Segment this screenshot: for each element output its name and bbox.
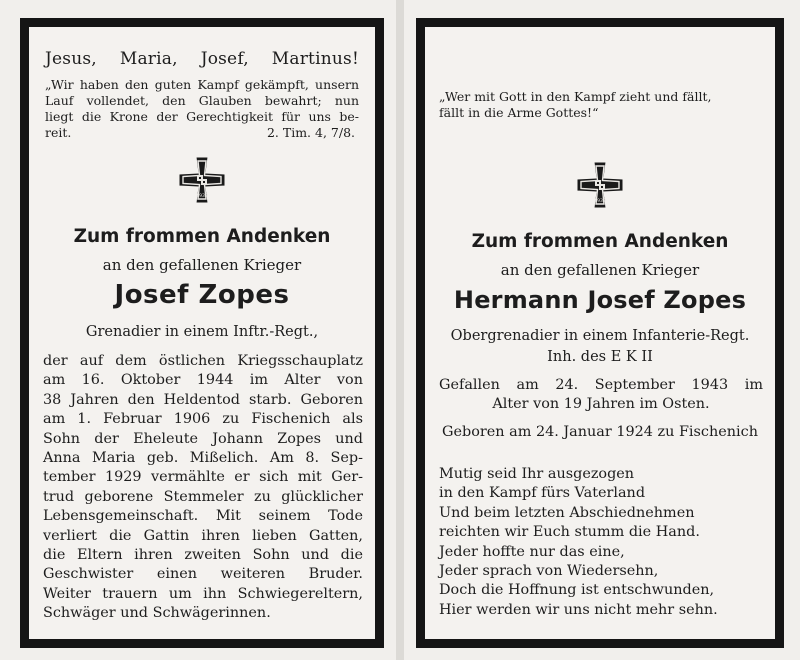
heading: Zum frommen Andenken bbox=[73, 226, 331, 247]
svg-text:1939: 1939 bbox=[594, 199, 606, 204]
memorial-poem bbox=[439, 465, 765, 620]
poem-line: Jeder sprach von Wiedersehn, bbox=[439, 563, 659, 580]
obituary-line: trud geborene Stemmeler zu glücklicher bbox=[43, 488, 363, 505]
deceased-name: Hermann Josef Zopes bbox=[453, 286, 747, 314]
poem-line: Hier werden wir uns nicht mehr sehn. bbox=[439, 601, 718, 618]
invocation-word: Maria, bbox=[119, 49, 178, 69]
invocation-word: Jesus, bbox=[45, 49, 97, 69]
subheading: an den gefallenen Krieger bbox=[500, 261, 700, 279]
poem-line: Jeder hoffte nur das eine, bbox=[439, 543, 625, 560]
death-info bbox=[439, 376, 763, 415]
obituary-line: am 1. Februar 1906 zu Fischenich als bbox=[43, 411, 363, 428]
obituary-text bbox=[43, 352, 363, 624]
obituary-line: die Eltern ihren zweiten Sohn und die bbox=[43, 547, 363, 564]
poem-line: reichten wir Euch stumm die Hand. bbox=[439, 524, 700, 541]
quote bbox=[439, 89, 759, 121]
verse-line: Lauf vollendet, den Glauben bewahrt; nun bbox=[45, 93, 359, 108]
military-rank: Grenadier in einem Inftr.-Regt., bbox=[85, 324, 319, 340]
bible-verse bbox=[45, 77, 359, 141]
obituary-line: Anna Maria geb. Mißelich. Am 8. Sep- bbox=[43, 450, 363, 467]
death-line: Gefallen am 24. September 1943 im bbox=[439, 377, 763, 393]
memorial-card-right bbox=[404, 0, 800, 660]
subheading: an den gefallenen Krieger bbox=[102, 256, 302, 274]
obituary-line: 38 Jahren den Heldentod starb. Geboren bbox=[43, 391, 363, 408]
card-border-right bbox=[416, 18, 784, 648]
verse-line: „Wir haben den guten Kampf gekämpft, unsern bbox=[45, 77, 359, 92]
obituary-line: am 16. Oktober 1944 im Alter von bbox=[43, 372, 363, 389]
poem-line: Doch die Hoffnung ist entschwunden, bbox=[439, 582, 715, 599]
memorial-card-left bbox=[0, 0, 396, 660]
verse-reference: 2. Tim. 4, 7/8. bbox=[266, 125, 355, 140]
quote-line: fällt in die Arme Gottes!“ bbox=[439, 105, 599, 120]
verse-line: liegt die Krone der Gerechtigkeit für uns be- bbox=[45, 109, 359, 124]
poem-line: in den Kampf fürs Vaterland bbox=[439, 485, 646, 502]
deceased-name: Josef Zopes bbox=[114, 280, 290, 310]
obituary-line: Lebensgemeinschaft. Mit seinem Tode bbox=[43, 508, 363, 525]
obituary-line: verliert die Gattin ihren lieben Gatten, bbox=[43, 527, 363, 544]
obituary-line: Schwäger und Schwägerinnen. bbox=[43, 605, 271, 622]
death-line: Alter von 19 Jahren im Osten. bbox=[492, 396, 710, 413]
heading: Zum frommen Andenken bbox=[471, 231, 729, 252]
poem-line: Und beim letzten Abschiednehmen bbox=[439, 504, 695, 521]
iron-cross-icon bbox=[575, 160, 625, 210]
verse-line: reit. bbox=[45, 125, 72, 140]
poem-line: Mutig seid Ihr ausgezogen bbox=[439, 466, 635, 482]
obituary-line: Weiter trauern um ihn Schwiegereltern, bbox=[43, 585, 363, 602]
obituary-line: der auf dem östlichen Kriegsschauplatz bbox=[43, 353, 363, 369]
obituary-line: Sohn der Eheleute Johann Zopes und bbox=[43, 430, 363, 447]
decoration: Inh. des E K II bbox=[547, 349, 653, 365]
card-border-left bbox=[20, 18, 384, 648]
birth-info: Geboren am 24. Januar 1924 zu Fischenich bbox=[442, 424, 758, 440]
iron-cross-icon bbox=[177, 155, 227, 205]
obituary-line: tember 1929 vermählte er sich mit Ger- bbox=[43, 469, 363, 486]
military-rank: Obergrenadier in einem Infanterie-Regt. bbox=[450, 328, 750, 344]
invocation-word: Martinus! bbox=[271, 49, 359, 69]
invocation-line bbox=[45, 49, 359, 69]
quote-line: „Wer mit Gott in den Kampf zieht und fällt, bbox=[439, 89, 712, 104]
invocation-word: Josef, bbox=[200, 49, 249, 69]
svg-text:1939: 1939 bbox=[196, 194, 208, 199]
obituary-line: Geschwister einen weiteren Bruder. bbox=[43, 566, 363, 583]
